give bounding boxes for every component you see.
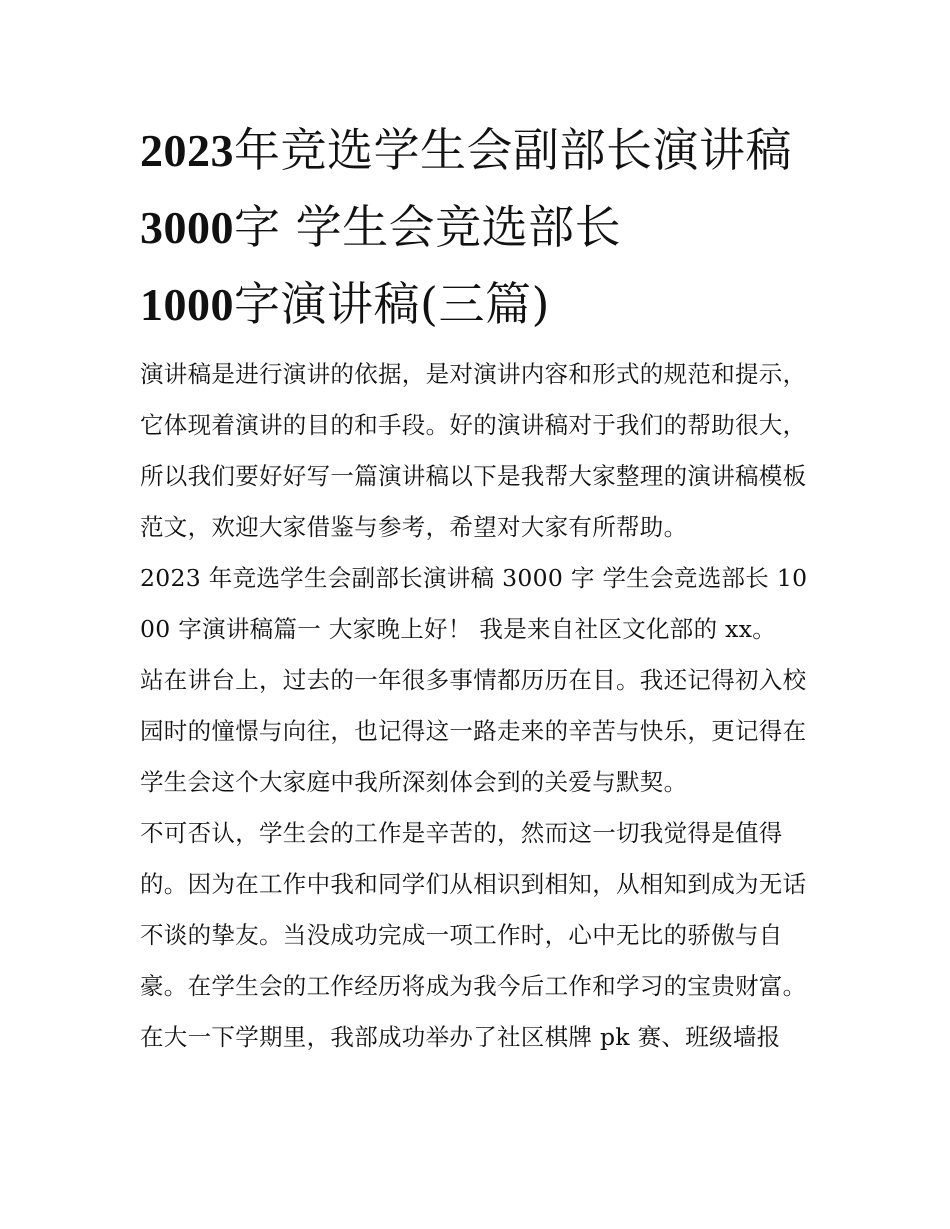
body-paragraph: 在大一下学期里，我部成功举办了社区棋牌 pk 赛、班级墙报	[140, 1023, 781, 1051]
title-part: 字 学生会竞选部长	[234, 200, 622, 254]
title-part: 3000	[140, 202, 234, 253]
title-part: 年竞选学生会副部长演讲稿	[234, 123, 792, 177]
intro-paragraph: 演讲稿是进行演讲的依据，是对演讲内容和形式的规范和提示，它体现着演讲的目的和手段。好的演讲稿对于我们的帮助很大，所以我们要好好写一篇演讲稿以下是我帮大家整理的演讲稿模板范文，欢迎大家借鉴与参考，希望对大家有所帮助。	[140, 360, 807, 541]
title-part: 字演讲稿(三篇)	[234, 277, 550, 331]
body-paragraph: 不可否认，学生会的工作是辛苦的，然而这一切我觉得是值得的。因为在工作中我和同学们从相识到相知，从相知到成为无话不谈的挚友。当没成功完成一项工作时，心中无比的骄傲与自豪。在学生会的工作经历将成为我今后工作和学习的宝贵财富。	[140, 819, 807, 1000]
body-paragraph: 2023 年竞选学生会副部长演讲稿 3000 字 学生会竞选部长 1000 字演讲稿篇一 大家晚上好！ 我是来自社区文化部的 xx。	[140, 564, 808, 643]
body-paragraph: 站在讲台上，过去的一年很多事情都历历在目。我还记得初入校园时的憧憬与向往，也记得这一路走来的辛苦与快乐，更记得在学生会这个大家庭中我所深刻体会到的关爱与默契。	[140, 666, 807, 796]
document-title	[140, 112, 812, 343]
document-page	[140, 112, 812, 1063]
title-part: 2023	[140, 125, 234, 176]
title-part: 1000	[140, 279, 234, 330]
